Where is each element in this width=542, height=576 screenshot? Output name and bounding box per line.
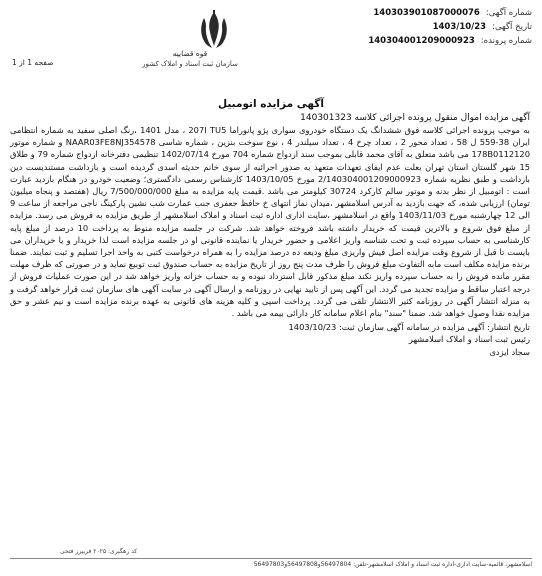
- iran-emblem-logo: [188, 8, 240, 52]
- organization-name: [130, 48, 250, 70]
- file-number-row: [270, 34, 532, 48]
- ad-number-label: شماره آگهی:: [485, 8, 532, 18]
- official-title: رئیس ثبت اسناد و املاک اسلامشهر: [408, 334, 530, 345]
- office-address: اسلامشهر، قائمیه-سایت اداری-اداره ثبت اسناد و املاک اسلامشهر-تلفن: 56497804و56497808و56497803: [253, 561, 532, 568]
- organization-line-2: سازمان ثبت اسناد و املاک کشور: [142, 60, 238, 68]
- signature-note: کد رهگیری: ۲۰۲۵ فریبرز فتحی: [60, 548, 138, 555]
- file-number: 140304001209000923: [368, 36, 475, 46]
- publish-label: تاریخ انتشار: آگهی مزایده در سامانه آگهی سازمان ثبت:: [338, 322, 530, 333]
- ad-number-row: [270, 6, 532, 20]
- publish-date: 1403/10/23: [288, 322, 337, 333]
- organization-line-1: قوه قضاییه: [172, 49, 208, 58]
- ad-meta-block: [270, 6, 532, 48]
- page-number: صفحه 1 از 1: [12, 58, 54, 67]
- official-name: سجاد ایزدی: [489, 346, 530, 357]
- publish-row: [10, 321, 530, 333]
- footer-divider: [10, 558, 532, 559]
- file-number-label: شماره پرونده:: [480, 36, 532, 46]
- document-content: [10, 112, 530, 358]
- ad-date-label: تاریخ آگهی:: [492, 22, 532, 32]
- ad-number: 140303901087000076: [373, 8, 480, 18]
- case-line: آگهی مزایده اموال منقول پرونده اجرائی کلاسه 140301323: [300, 113, 530, 123]
- document-title: آگهی مزایده اتومبیل: [218, 98, 324, 110]
- auction-body-text: به موجب پرونده اجرائی کلاسه فوق ششدانگ یک دستگاه خودروی سواری پژو پانوراما 207I TU5 ، مدل 1401 ،رنگ اصلی سفید به شماره انتظامی ایران 38-559 ل 58 ، تعداد محور 2 ، تعداد چرخ 4 ، تعداد سیلندر 4 ، نوع سوخت بنزین ، شماره شاسی NAAR03FE8NJ354578 و شماره موتور 178B0112120 می باشد متعلق به آقای محمد قابلی بموجب سند ازدواج شماره 704 مورخ 1402/07/14 تنظیمی دفترخانه ازدواج شماره 79 و طلاق 15 شهر گلستان استان تهران بعلت عدم ایفای تعهدات متعهد به صدور اجرائیه از سوی خانم حدیثه اسدی گردیده است و بازداشت مستندیست دین بازداشت و طبق نظریه شماره 2/140304001209000923 مورخ 1403/10/05 کارشناس رسمی دادگستری؛ وضعیت خودرو در هنگام بازدید عبارت است : اتومبیل از نظر بدنه و موتور سالم کارکرد 30724 کیلومتر می باشد .قیمت پایه مزایده به مبلغ 7/500/000/000 ریال (هفتصد و پنجاه میلیون تومان) ارزیابی شده، که جهت بازدید به آدرس اسلامشهر ،میدان نماز انتهای خ حافظ جعفری جنب عمارت شب نشین پارکینگ ناجی مراجعه از ساعت 9 الی 12 چهارشنبه مورخ 1403/11/03 واقع در اسلامشهر ،سایت اداری اداره ثبت اسناد و املاک اسلامشهر از طریق مزایده به فروش می رسد. مزایده از مبلغ فوق شروع و بالاترین قیمت که خریدار داشته باشد فروخته خواهد شد. شرکت در جلسه مزایده منوط به پرداخت 10 درصد از مبلغ پایه کارشناسی به حساب سپرده ثبت و تحت شناسه واریز اعلامی و حضور خریدار یا نماینده قانونی او در جلسه مزایده است لذا خریدار و یا خریداران می بایست تا قبل از شروع وقت مزایده اصل فیش واریزی مبلغ ودیعه ده درصد مزایده را به همراه درخواست کتبی به واحد اجرا تسلیم و ثبت نمایند. ضمنا برنده مزایده مکلف است مابه التفاوت مبلغ فروش را ظرف مدت پنج روز از تاریخ مزایده به حساب صندوق ثبت توبیع نماید و در صورتی که ظرف مهلت مقرر مانده فروش را به حساب سپرده واریز نکند مبلغ مذکور قابل استرداد نبوده و به حساب خزانه واریز خواهد شد در این صورت عملیات فروش از درجه اعتبار ساقط و مزایده تجدید می گردد. این آگهی پس از تایید نهایی در روزنامه و ارسال آگهی در سایت آگهی های سازمان ثبت قرار خواهد گرفت و به منزله انتشار آگهی در روزنامه کثیر الانتشار تلقی می گردد. پرداخت اسپی و کلیه هزینه های قانونی به عهده برنده مزایده است و نیم عشر و حق مزایده نقدا وصول خواهد شد. ضمنا "سند" بنام اعلام سامانه کار دارائی بیمه می باشد .: [10, 125, 531, 319]
- footer-block: [10, 321, 530, 358]
- ad-date-row: [270, 20, 532, 34]
- ad-date: 1403/10/23: [432, 22, 487, 32]
